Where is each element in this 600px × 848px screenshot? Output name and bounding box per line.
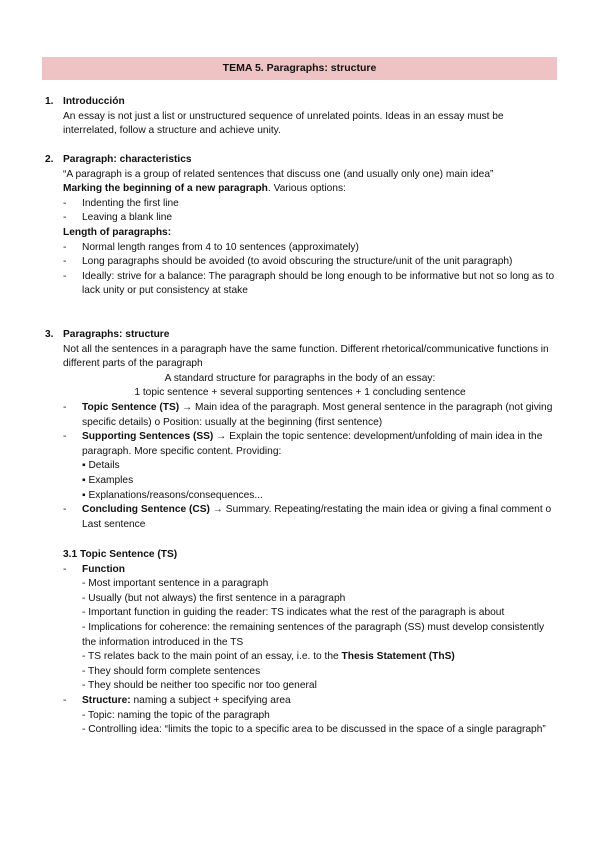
section-introduccion [45,95,555,139]
standard-structure-line: A standard structure for paragraphs in the body of an essay: [164,372,436,384]
list-item: - Long paragraphs should be avoided (to avoid obscuring the structure/unit of the unit paragraph) [63,256,513,268]
list-item: - Structure: naming a subject + specifying area - Topic: naming the topic of the paragraph - Controlling idea: “limits the topic to a specific area to be discussed in the space of a single paragraph” [45,694,555,738]
function-line: - Important function in guiding the reader: TS indicates what the rest of the paragraph is about [82,607,505,619]
list-item: - Concluding Sentence (CS) → Summary. Repeating/restating the main idea or giving a final comment o Last sentence [63,504,552,530]
section-heading [45,328,555,343]
list-item: - Ideally: strive for a balance: The paragraph should be long enough to be informative but not so long as to lack unity or put consistency at stake [63,270,555,297]
length-list [45,241,555,299]
function-line: - They should be neither too specific nor too general [82,680,317,692]
title-text: TEMA 5. Paragraphs: structure [222,62,377,75]
section-number: 2. [45,154,54,165]
bullet-item: ▪ Examples [82,474,134,486]
topic-sentence-list [45,563,555,738]
structure-line: - Controlling idea: “limits the topic to a specific area to be discussed in the space of a single paragraph” [82,724,546,736]
paragraph: An essay is not just a list or unstructured sequence of unrelated points. Ideas in an essay must be interrelated, follow a structure and achieve unity. [63,110,504,137]
section-topic-sentence [45,548,555,738]
section-title: Paragraph: characteristics [63,154,192,165]
list-item: - Indenting the first line [63,197,179,209]
document-title [42,57,557,80]
list-item: - Supporting Sentences (SS) → Explain the topic sentence: development/unfolding of main idea in the paragraph. More specific content. Providing: ▪ Details ▪ Examples ▪ Explanations/reasons/consequences... [45,430,555,503]
function-line: - They should form complete sentences [82,665,261,677]
list-item: - Normal length ranges from 4 to 10 sentences (approximately) [63,241,359,253]
marking-text: . Various options: [267,183,346,195]
list-item: - Topic Sentence (TS) → Main idea of the paragraph. Most general sentence in the paragraph (not giving specific details) o Position: usually at the beginning (first sentence) [63,401,553,428]
subsection-title: 3.1 Topic Sentence (TS) [63,549,178,560]
marking-line [63,182,555,197]
standard-structure-formula: 1 topic sentence + several supporting sentences + 1 concluding sentence [134,387,466,399]
structure-label: Structure: [82,694,131,706]
section-heading [45,153,555,168]
list-item: - Function - Most important sentence in a paragraph - Usually (but not always) the first sentence in a paragraph - Important function in guiding the reader: TS indicates what the rest of the paragraph is about - Implications for coherence: the remaining sentences of the paragraph (SS) must develop consistently the information introduced in the TS - TS relates back to the main point of an essay, i.e. to the Thesis Statement (ThS) - They should form complete sentences - They should be neither too specific nor too general [45,563,555,694]
function-line: - Most important sentence in a paragraph [82,578,269,590]
bullet-item: ▪ Details [82,460,120,472]
section-heading [45,95,555,110]
length-heading: Length of paragraphs: [63,226,172,238]
section-paragraph-characteristics [45,153,555,299]
section-number: 1. [45,96,54,107]
marking-label: Marking the beginning of a new paragraph [63,183,268,195]
section-paragraphs-structure [45,328,555,532]
structure-list [45,401,555,532]
structure-line: - Topic: naming the topic of the paragraph [82,709,270,721]
bullet-item: ▪ Explanations/reasons/consequences... [82,489,263,501]
section-title: Introducción [63,96,125,107]
paragraph: Not all the sentences in a paragraph have the same function. Different rhetorical/communicative functions in different parts of the paragraph [63,343,549,370]
function-line: - Implications for coherence: the remaining sentences of the paragraph (SS) must develop consistently the information introduced in the TS [82,621,545,648]
list-item: - Leaving a blank line [63,212,173,224]
structure-text: naming a subject + specifying area [130,694,291,706]
options-list [45,197,555,226]
definition-quote: “A paragraph is a group of related sentences that discuss one (and usually only one) main idea” [63,168,494,180]
section-number: 3. [45,329,54,340]
section-title: Paragraphs: structure [63,329,170,340]
function-line: - Usually (but not always) the first sentence in a paragraph [82,592,346,604]
function-line: - TS relates back to the main point of an essay, i.e. to the Thesis Statement (ThS) [82,651,455,663]
function-label: Function [82,563,126,575]
